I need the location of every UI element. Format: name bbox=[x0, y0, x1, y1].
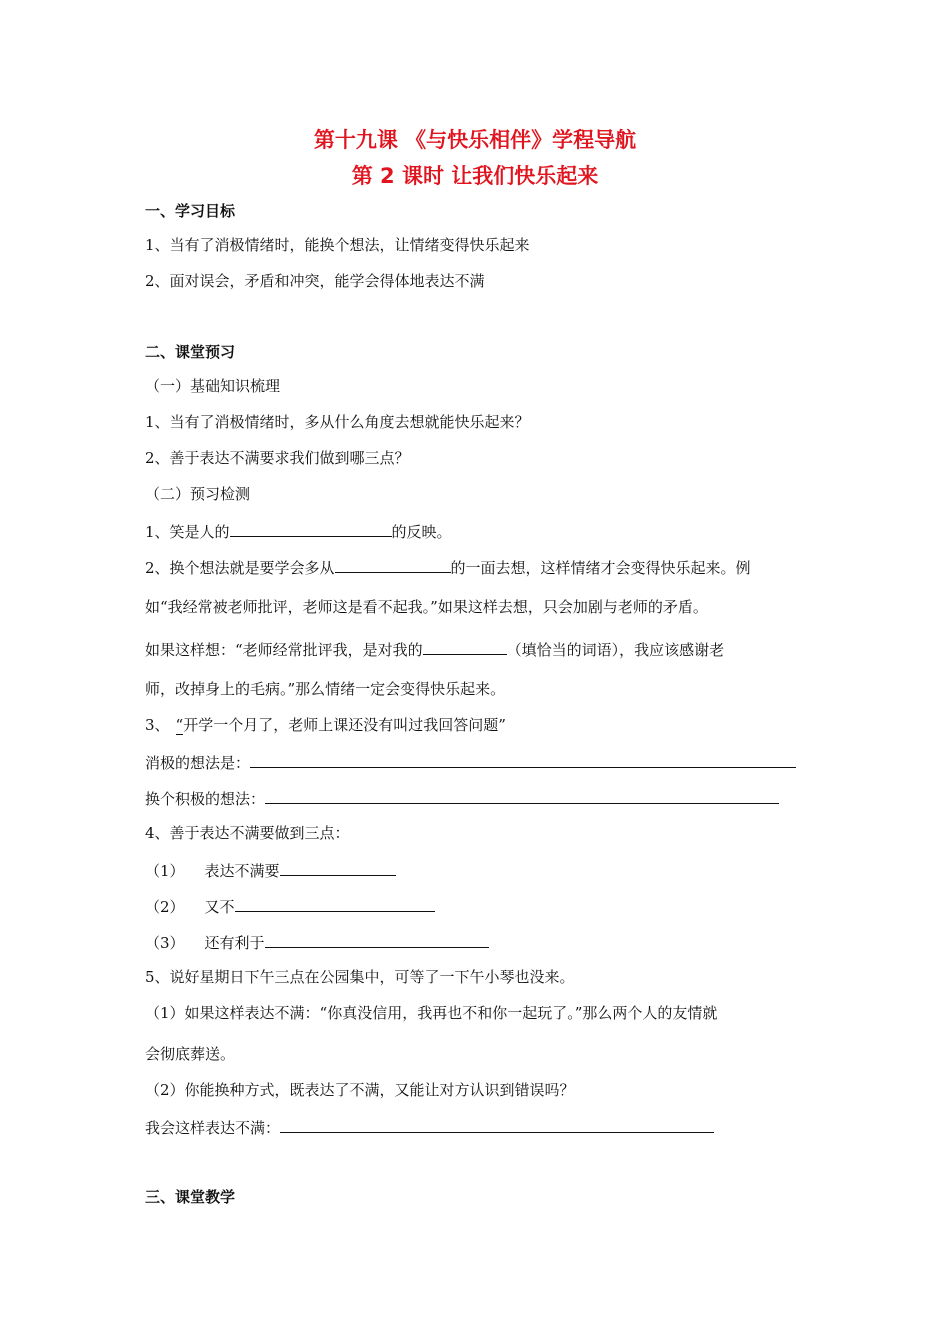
answer-row bbox=[145, 1116, 714, 1138]
sub-question-row bbox=[145, 895, 435, 917]
section-heading-objectives: 一、学习目标 bbox=[145, 202, 236, 220]
question-number: 3、 bbox=[145, 716, 170, 734]
question-item: 4、善于表达不满要做到三点： bbox=[145, 824, 350, 842]
fill-question-2 bbox=[145, 556, 751, 578]
question-text: 如“我经常被老师批评，老师这是看不起我。”如果这样去想，只会加剧与老师的矛盾。 bbox=[145, 598, 708, 616]
sub-number: （2） bbox=[145, 898, 185, 916]
objective-item: 1、当有了消极情绪时，能换个想法，让情绪变得快乐起来 bbox=[145, 236, 530, 254]
question-text: 1、笑是人的 bbox=[145, 523, 230, 541]
question-text: 又不 bbox=[204, 898, 235, 916]
question-text: 表达不满要 bbox=[204, 862, 280, 880]
fill-question-2-line3 bbox=[145, 638, 724, 660]
sub-number: （3） bbox=[145, 934, 185, 952]
question-item: 2、善于表达不满要求我们做到哪三点？ bbox=[145, 449, 410, 467]
sub-question-row bbox=[145, 931, 489, 953]
question-text: （2）你能换种方式，既表达了不满，又能让对方认识到错误吗？ bbox=[145, 1081, 575, 1099]
answer-blank[interactable] bbox=[265, 787, 779, 804]
question-text: （1）如果这样表达不满：“你真没信用，我再也不和你一起玩了。”那么两个人的友情就 bbox=[145, 1004, 718, 1022]
negative-thought-row bbox=[145, 751, 796, 773]
answer-blank[interactable] bbox=[280, 859, 396, 876]
answer-blank[interactable] bbox=[235, 895, 435, 912]
question-3 bbox=[145, 715, 506, 735]
question-text: 2、换个想法就是要学会多从 bbox=[145, 559, 335, 577]
positive-thought-row bbox=[145, 787, 779, 809]
question-text: 会彻底葬送。 bbox=[145, 1045, 236, 1063]
answer-blank[interactable] bbox=[250, 751, 796, 768]
subsection-label: （一）基础知识梳理 bbox=[145, 377, 281, 395]
question-text: 如果这样想：“老师经常批评我，是对我的 bbox=[145, 641, 423, 659]
answer-blank[interactable] bbox=[265, 931, 489, 948]
question-text: “ bbox=[175, 716, 184, 734]
section-heading-preview: 二、课堂预习 bbox=[145, 343, 236, 361]
document-subtitle: 第 2 课时 让我们快乐起来 bbox=[351, 164, 599, 188]
fill-question-1 bbox=[145, 520, 452, 542]
answer-blank[interactable] bbox=[423, 638, 507, 655]
sub-question-row bbox=[145, 859, 396, 881]
answer-blank[interactable] bbox=[230, 520, 392, 537]
question-text: 的一面去想，这样情绪才会变得快乐起来。例 bbox=[450, 559, 751, 577]
document-title: 第十九课 《与快乐相伴》学程导航 bbox=[313, 128, 637, 152]
objective-item: 2、面对误会，矛盾和冲突，能学会得体地表达不满 bbox=[145, 272, 485, 290]
question-text: 开学一个月了，老师上课还没有叫过我回答问题” bbox=[183, 716, 506, 734]
question-item: 5、说好星期日下午三点在公园集中，可等了一下午小琴也没来。 bbox=[145, 968, 575, 986]
question-text: 的反映。 bbox=[391, 523, 452, 541]
question-text: （填恰当的词语），我应该感谢老 bbox=[506, 641, 725, 659]
field-label: 我会这样表达不满： bbox=[145, 1119, 281, 1137]
section-heading-teaching: 三、课堂教学 bbox=[145, 1188, 236, 1206]
question-text: 还有利于 bbox=[204, 934, 265, 952]
field-label: 消极的想法是： bbox=[145, 754, 251, 772]
answer-blank[interactable] bbox=[280, 1116, 714, 1133]
sub-number: （1） bbox=[145, 862, 185, 880]
subsection-label: （二）预习检测 bbox=[145, 485, 251, 503]
question-item: 1、当有了消极情绪时，多从什么角度去想就能快乐起来？ bbox=[145, 413, 530, 431]
answer-blank[interactable] bbox=[335, 556, 451, 573]
question-text: 师，改掉身上的毛病。”那么情绪一定会变得快乐起来。 bbox=[145, 680, 506, 698]
field-label: 换个积极的想法： bbox=[145, 790, 266, 808]
